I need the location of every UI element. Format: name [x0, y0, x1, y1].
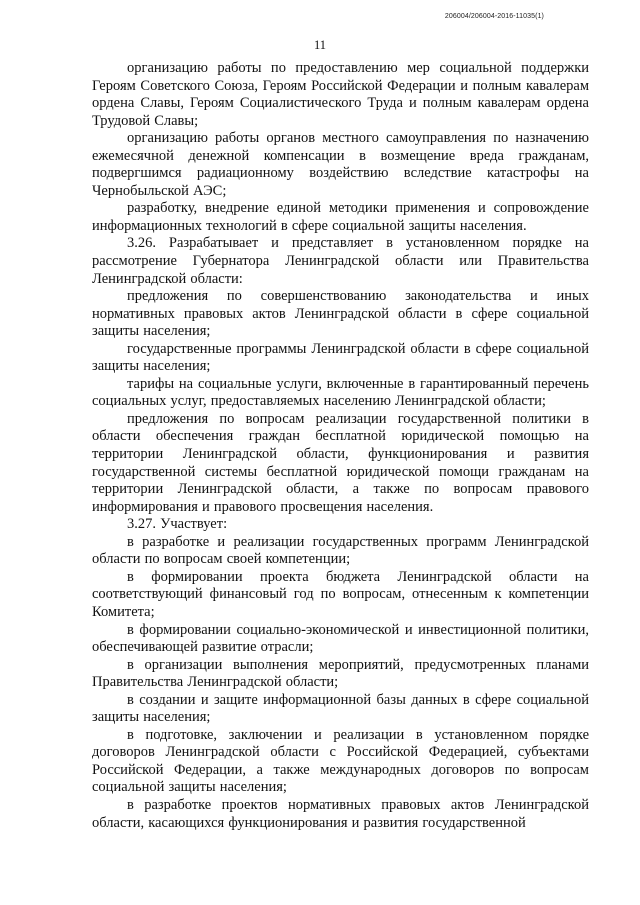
paragraph: в формировании проекта бюджета Ленинградской области на соответствующий финансовый год по вопросам, отнесенным к компетенции Комитета;	[92, 568, 589, 620]
paragraph: в разработке проектов нормативных правовых актов Ленинградской области, касающихся функционирования и развития государственной	[92, 796, 589, 831]
document-body	[92, 60, 589, 832]
paragraph: 3.27. Участвует:	[127, 516, 228, 533]
paragraph: в подготовке, заключении и реализации в установленном порядке договоров Ленинградской области с Российской Федерацией, субъектами Российской Федерации, а также международных договоров по вопросам социальной защиты населения;	[92, 726, 589, 796]
paragraph: предложения по совершенствованию законодательства и иных нормативных правовых актов Ленинградской области в сфере социальной защиты населения;	[92, 288, 589, 340]
paragraph: организацию работы органов местного самоуправления по назначению ежемесячной денежной компенсации в возмещение вреда гражданам, подвергшимся радиационному воздействию вследствие катастрофы на Чернобыльской АЭС;	[92, 130, 589, 199]
paragraph: тарифы на социальные услуги, включенные в гарантированный перечень социальных услуг, предоставляемых населению Ленинградской области;	[92, 375, 589, 410]
paragraph: в разработке и реализации государственных программ Ленинградской области по вопросам своей компетенции;	[92, 533, 589, 568]
paragraph: 3.26. Разрабатывает и представляет в установленном порядке на рассмотрение Губернатора Ленинградской области или Правительства Ленинградской области:	[92, 235, 589, 287]
paragraph: в организации выполнения мероприятий, предусмотренных планами Правительства Ленинградской области;	[92, 656, 589, 691]
paragraph: в формировании социально-экономической и инвестиционной политики, обеспечивающей развитие отрасли;	[92, 621, 589, 656]
document-registration-code: 206004/206004-2016-11035(1)	[444, 13, 544, 20]
paragraph: в создании и защите информационной базы данных в сфере социальной защиты населения;	[92, 691, 589, 726]
paragraph: государственные программы Ленинградской области в сфере социальной защиты населения;	[92, 340, 589, 375]
paragraph: разработку, внедрение единой методики применения и сопровождение информационных технологий в сфере социальной защиты населения.	[92, 200, 589, 234]
page-number: 11	[313, 38, 327, 52]
paragraph: предложения по вопросам реализации государственной политики в области обеспечения граждан бесплатной юридической помощью на территории Ленинградской области, функционирования и развития государственной системы бесплатной юридической помощи гражданам на территории Ленинградской области, а также по вопросам правового информирования и правового просвещения населения.	[92, 410, 589, 515]
paragraph: организацию работы по предоставлению мер социальной поддержки Героям Советского Союза, Героям Российской Федерации и полным кавалерам ордена Славы, Героям Социалистического Труда и полным кавалерам ордена Трудовой Славы;	[92, 60, 589, 129]
